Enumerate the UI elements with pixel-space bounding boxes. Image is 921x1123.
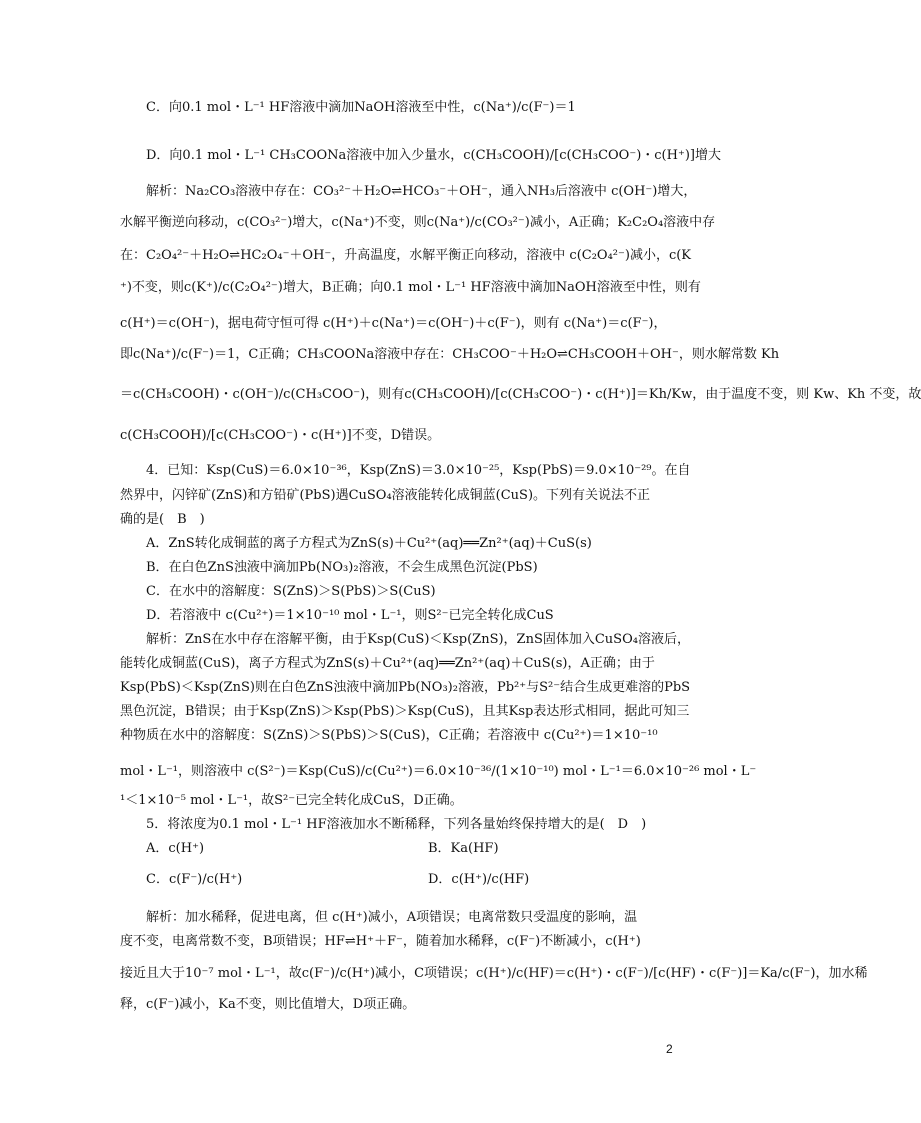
question-5-stem: 5．将浓度为0.1 mol・L⁻¹ HF溶液加水不断稀释，下列各量始终保持增大的是( D ): [146, 817, 647, 832]
option-c: C．在水中的溶解度：S(ZnS)＞S(PbS)＞S(CuS): [146, 584, 436, 599]
analysis-line: 黑色沉淀，B错误；由于Ksp(ZnS)＞Ksp(PbS)＞Ksp(CuS)，且其Ksp表达形式相同，据此可知三: [120, 704, 690, 719]
option-d: D．若溶液中 c(Cu²⁺)＝1×10⁻¹⁰ mol・L⁻¹，则S²⁻已完全转化成CuS: [146, 608, 554, 623]
option-d: D．c(H⁺)/c(HF): [428, 872, 530, 887]
analysis-line: Ksp(PbS)＜Ksp(ZnS)则在白色ZnS浊液中滴加Pb(NO₃)₂溶液，Pb²⁺与S²⁻结合生成更难溶的PbS: [120, 680, 691, 695]
analysis-line: 在：C₂O₄²⁻＋H₂O⇌HC₂O₄⁻＋OH⁻，升高温度，水解平衡正向移动，溶液中 c(C₂O₄²⁻)减小，c(K: [120, 248, 692, 263]
question-4-stem: 4．已知：Ksp(CuS)＝6.0×10⁻³⁶，Ksp(ZnS)＝3.0×10⁻²⁵，Ksp(PbS)＝9.0×10⁻²⁹。在自: [146, 463, 691, 478]
option-b: B．在白色ZnS浊液中滴加Pb(NO₃)₂溶液，不会生成黑色沉淀(PbS): [146, 560, 538, 575]
analysis-line: 接近且大于10⁻⁷ mol・L⁻¹，故c(F⁻)/c(H⁺)减小，C项错误；c(H⁺)/c(HF)＝c(H⁺)・c(F⁻)/[c(HF)・c(F⁻)]＝Ka/c(F⁻)，加水稀: [120, 966, 868, 981]
option-b: B．Ka(HF): [428, 841, 499, 856]
analysis-line: 释，c(F⁻)减小，Ka不变，则比值增大，D项正确。: [120, 997, 416, 1012]
page-number: 2: [666, 1042, 673, 1056]
analysis-line: 解析：ZnS在水中存在溶解平衡，由于Ksp(CuS)＜Ksp(ZnS)，ZnS固体加入CuSO₄溶液后，: [146, 632, 690, 647]
option-c-line: C．向0.1 mol・L⁻¹ HF溶液中滴加NaOH溶液至中性，c(Na⁺)/c(F⁻)＝1: [146, 100, 576, 115]
option-c: C．c(F⁻)/c(H⁺): [146, 872, 243, 887]
question-4-stem: 然界中，闪锌矿(ZnS)和方铅矿(PbS)遇CuSO₄溶液能转化成铜蓝(CuS)。下列有关说法不正: [120, 488, 651, 503]
analysis-line: mol・L⁻¹，则溶液中 c(S²⁻)＝Ksp(CuS)/c(Cu²⁺)＝6.0×10⁻³⁶/(1×10⁻¹⁰) mol・L⁻¹＝6.0×10⁻²⁶ mol・L⁻: [120, 764, 757, 779]
analysis-line: ¹＜1×10⁻⁵ mol・L⁻¹，故S²⁻已完全转化成CuS，D正确。: [120, 793, 463, 808]
analysis-line: ⁺)不变，则c(K⁺)/c(C₂O₄²⁻)增大，B正确；向0.1 mol・L⁻¹ HF溶液中滴加NaOH溶液至中性，则有: [120, 280, 701, 295]
option-a: A．ZnS转化成铜蓝的离子方程式为ZnS(s)＋Cu²⁺(aq)══Zn²⁺(aq)＋CuS(s): [146, 536, 592, 551]
analysis-line: ＝c(CH₃COOH)・c(OH⁻)/c(CH₃COO⁻)，则有c(CH₃COOH)/[c(CH₃COO⁻)・c(H⁺)]＝Kh/Kw，由于温度不变，则 Kw、Kh 不变，故: [120, 387, 921, 402]
option-a: A．c(H⁺): [146, 841, 205, 856]
analysis-line: 种物质在水中的溶解度：S(ZnS)＞S(PbS)＞S(CuS)，C正确；若溶液中 c(Cu²⁺)＝1×10⁻¹⁰: [120, 728, 658, 743]
analysis-line: 度不变，电离常数不变，B项错误；HF⇌H⁺＋F⁻，随着加水稀释，c(F⁻)不断减小，c(H⁺): [120, 934, 641, 949]
analysis-line: 能转化成铜蓝(CuS)，离子方程式为ZnS(s)＋Cu²⁺(aq)══Zn²⁺(aq)＋CuS(s)，A正确；由于: [120, 656, 655, 671]
analysis-line: c(CH₃COOH)/[c(CH₃COO⁻)・c(H⁺)]不变，D错误。: [120, 428, 441, 443]
analysis-line: 水解平衡逆向移动，c(CO₃²⁻)增大，c(Na⁺)不变，则c(Na⁺)/c(CO₃²⁻)减小，A正确；K₂C₂O₄溶液中存: [120, 215, 716, 230]
analysis-line: 解析：加水稀释，促进电离，但 c(H⁺)减小，A项错误；电离常数只受温度的影响，温: [146, 910, 638, 925]
analysis-line: 即c(Na⁺)/c(F⁻)＝1，C正确；CH₃COONa溶液中存在：CH₃COO⁻＋H₂O⇌CH₃COOH＋OH⁻，则水解常数 Kh: [120, 347, 780, 362]
analysis-line: c(H⁺)＝c(OH⁻)，据电荷守恒可得 c(H⁺)＋c(Na⁺)＝c(OH⁻)＋c(F⁻)，则有 c(Na⁺)＝c(F⁻)，: [120, 316, 667, 331]
option-d-line: D．向0.1 mol・L⁻¹ CH₃COONa溶液中加入少量水，c(CH₃COOH)/[c(CH₃COO⁻)・c(H⁺)]增大: [146, 148, 721, 163]
question-4-answer: 确的是( B ): [120, 512, 205, 527]
analysis-line: 解析：Na₂CO₃溶液中存在：CO₃²⁻＋H₂O⇌HCO₃⁻＋OH⁻，通入NH₃后溶液中 c(OH⁻)增大，: [146, 184, 697, 199]
